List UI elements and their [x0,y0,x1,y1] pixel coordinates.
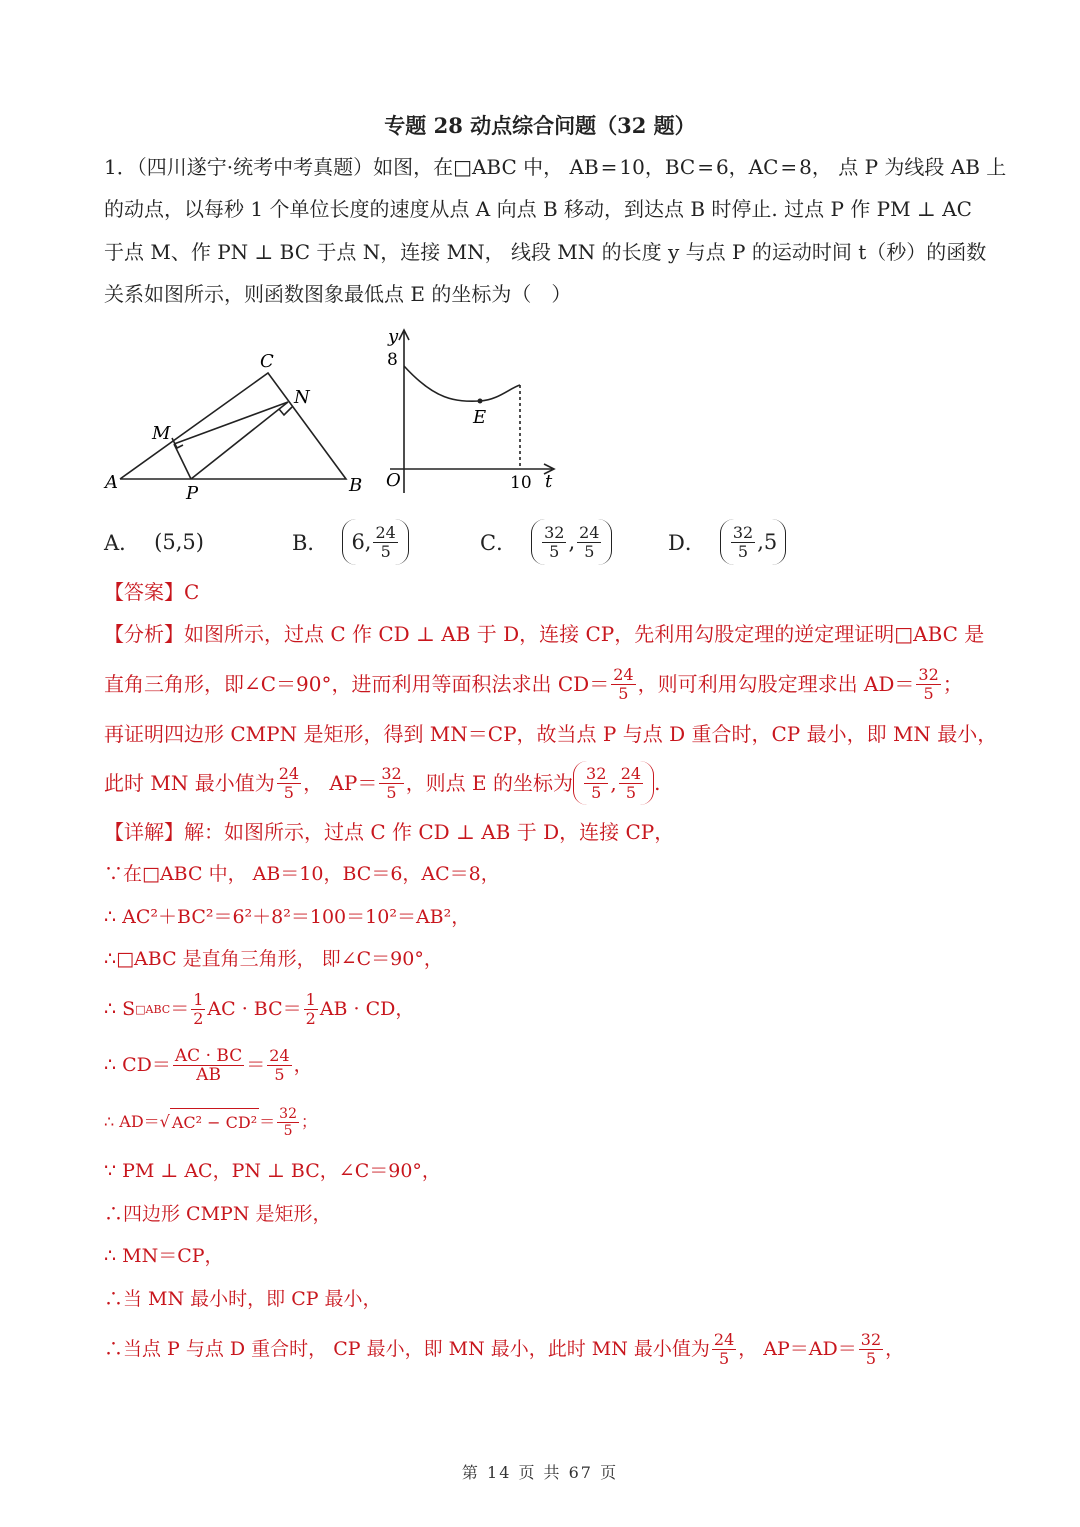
text: AC · BC＝ [207,998,302,1020]
question-line-4: 关系如图所示，则函数图象最低点 E 的坐标为（ ） [104,282,572,306]
frac-den: 5 [618,683,629,703]
frac-num: 32 [586,763,607,783]
label-e: E [473,407,487,428]
solution-head: 【详解】解：如图所示，过点 C 作 CD ⊥ AB 于 D，连接 CP， [104,820,675,844]
frac-num: 32 [732,522,754,542]
text: ∴ S [104,998,136,1020]
frac-den: 5 [625,782,636,802]
text: ， [885,1338,905,1360]
solution-step-7: ∵ PM ⊥ AC，PN ⊥ BC，∠C＝90°， [104,1160,441,1182]
option-d [668,516,786,568]
frac-num: 24 [579,522,600,542]
fraction [611,666,635,703]
frac-num: 24 [278,763,300,783]
point-e [478,399,483,404]
fraction [277,1106,299,1139]
text: ， AP＝ [303,771,378,795]
frac-num: 32 [918,664,939,684]
option-a-content: (5,5) [154,530,204,554]
label-c: C [260,351,274,372]
text: ∴ CD＝ [104,1054,171,1076]
solution-step-4 [104,984,414,1034]
fraction [267,1047,291,1084]
option-c-fraction-2 [577,524,601,561]
frac-num: 24 [375,522,396,542]
frac-num: 24 [269,1045,290,1065]
analysis-line-4 [104,758,660,808]
frac-den: 5 [380,541,391,561]
answer-tag: 【答案】 [104,580,184,604]
text: ＝ [246,1054,266,1076]
option-b-fraction [373,524,397,561]
option-b-letter: B． [292,531,329,555]
option-d-letter: D． [668,531,706,555]
frac-num: 24 [713,1329,735,1349]
subscript: □ABC [135,1003,171,1016]
tick-8: 8 [387,350,398,370]
frac-den: 5 [591,782,602,802]
frac-den: 5 [386,782,397,802]
frac-num: 32 [860,1329,882,1349]
frac-den: 5 [718,1348,730,1368]
option-c-coordinate [531,519,612,565]
answer-value: C [184,580,200,604]
frac-den: 2 [305,1008,316,1028]
frac-den: 5 [737,541,749,561]
solution-step-9: ∴ MN＝CP， [104,1245,224,1267]
tick-10: 10 [510,473,532,493]
page-footer: 第 14 页 共 67 页 [461,1463,619,1482]
frac-num: 1 [193,989,204,1009]
fraction [712,1331,736,1368]
frac-num: 24 [613,664,634,684]
frac-den: 5 [283,1122,293,1139]
text: ； [300,1112,317,1131]
text: ，则点 E 的坐标为 [405,771,574,795]
analysis-line-3: 再证明四边形 CMPN 是矩形，得到 MN＝CP，故当点 P 与点 D 重合时，CP 最小，即 MN 最小， [104,722,998,746]
frac-num: 32 [279,1105,297,1122]
fraction [304,991,318,1028]
fraction [619,765,643,802]
question-line-3: 于点 M、作 PN ⊥ BC 于点 N，连接 MN， 线段 MN 的长度 y 与点 P 的运动时间 t（秒）的函数 [104,240,987,264]
text: . [654,771,661,795]
text: ， [293,1054,313,1076]
text: ， AP＝AD＝ [738,1338,857,1360]
fraction [191,991,205,1028]
frac-den: 5 [283,782,294,802]
frac-num: 24 [620,763,642,783]
frac-num: AC · BC [174,1045,243,1066]
question-line-2: 的动点，以每秒 1 个单位长度的速度从点 A 向点 B 移动，到达点 B 时停止. 过点 P 作 PM ⊥ AC [104,197,972,221]
fraction [173,1047,244,1084]
answer-line [104,578,199,606]
text: ＝ [170,998,190,1020]
text: ＝ [259,1112,276,1131]
text: ∴ AD＝√ [104,1112,170,1131]
solution-step-11 [104,1324,904,1374]
frac-den: 5 [274,1064,285,1084]
frac-den: 5 [865,1348,877,1368]
option-c-comma: , [568,530,576,554]
function-graph [380,322,570,497]
triangle-figure [100,345,370,505]
option-a [104,516,204,568]
text: ，则可利用勾股定理求出 AD＝ [637,672,915,696]
option-c [480,516,612,568]
option-d-y: ,5 [757,530,778,554]
fraction [379,765,403,802]
analysis-line-1: 【分析】如图所示，过点 C 作 CD ⊥ AB 于 D，连接 CP，先利用勾股定理的逆定理证明□ABC 是 [104,622,985,646]
option-c-fraction-1 [542,524,566,561]
solution-step-6 [104,1100,317,1144]
frac-den: 5 [923,683,934,703]
frac-num: 32 [544,522,565,542]
axis-t-label: t [545,471,553,492]
radicand: AC² − CD² [170,1108,259,1137]
solution-step-2: ∴ AC²＋BC²＝6²＋8²＝100＝10²＝AB²， [104,906,471,928]
frac-num: 1 [305,989,316,1009]
text: , [610,771,617,795]
text: ； [942,672,963,696]
option-c-letter: C． [480,531,518,555]
label-b: B [349,475,363,496]
fraction [859,1331,883,1368]
option-b [292,516,409,568]
frac-den: 2 [193,1008,204,1028]
axis-y-label: y [388,326,399,347]
coordinate [573,761,654,805]
label-m: M [152,423,171,444]
label-a: A [105,472,118,493]
fraction [916,666,940,703]
analysis-line-2 [104,662,963,706]
label-p: P [186,483,199,504]
text: 此时 MN 最小值为 [104,771,275,795]
option-b-x: 6, [351,530,372,554]
solution-step-10: ∴当 MN 最小时，即 CP 最小， [104,1288,382,1310]
solution-step-3: ∴□ABC 是直角三角形， 即∠C＝90°， [104,948,443,970]
frac-den: 5 [584,541,595,561]
fraction [277,765,301,802]
solution-step-5 [104,1040,313,1090]
option-b-coordinate [342,519,408,565]
origin-label: O [386,470,401,491]
label-n: N [294,387,310,408]
text: ∴当点 P 与点 D 重合时， CP 最小，即 MN 最小，此时 MN 最小值为 [104,1338,710,1360]
option-d-fraction [731,524,755,561]
text: AB · CD， [319,998,415,1020]
option-a-letter: A． [104,531,141,555]
option-d-coordinate [720,519,786,565]
solution-step-1: ∵在□ABC 中， AB＝10，BC＝6，AC＝8， [104,863,500,885]
frac-den: AB [196,1064,221,1085]
frac-den: 5 [549,541,560,561]
fraction [584,765,608,802]
question-line-1: 1．（四川遂宁·统考中考真题）如图，在□ABC 中， AB = 10，BC = 6，AC = 8， 点 P 为线段 AB 上 [104,155,1007,179]
frac-num: 32 [381,763,402,783]
solution-step-8: ∴四边形 CMPN 是矩形， [104,1203,332,1225]
text: 直角三角形，即∠C＝90°，进而利用等面积法求出 CD＝ [104,672,610,696]
page-title: 专题 28 动点综合问题（32 题） [384,113,696,138]
